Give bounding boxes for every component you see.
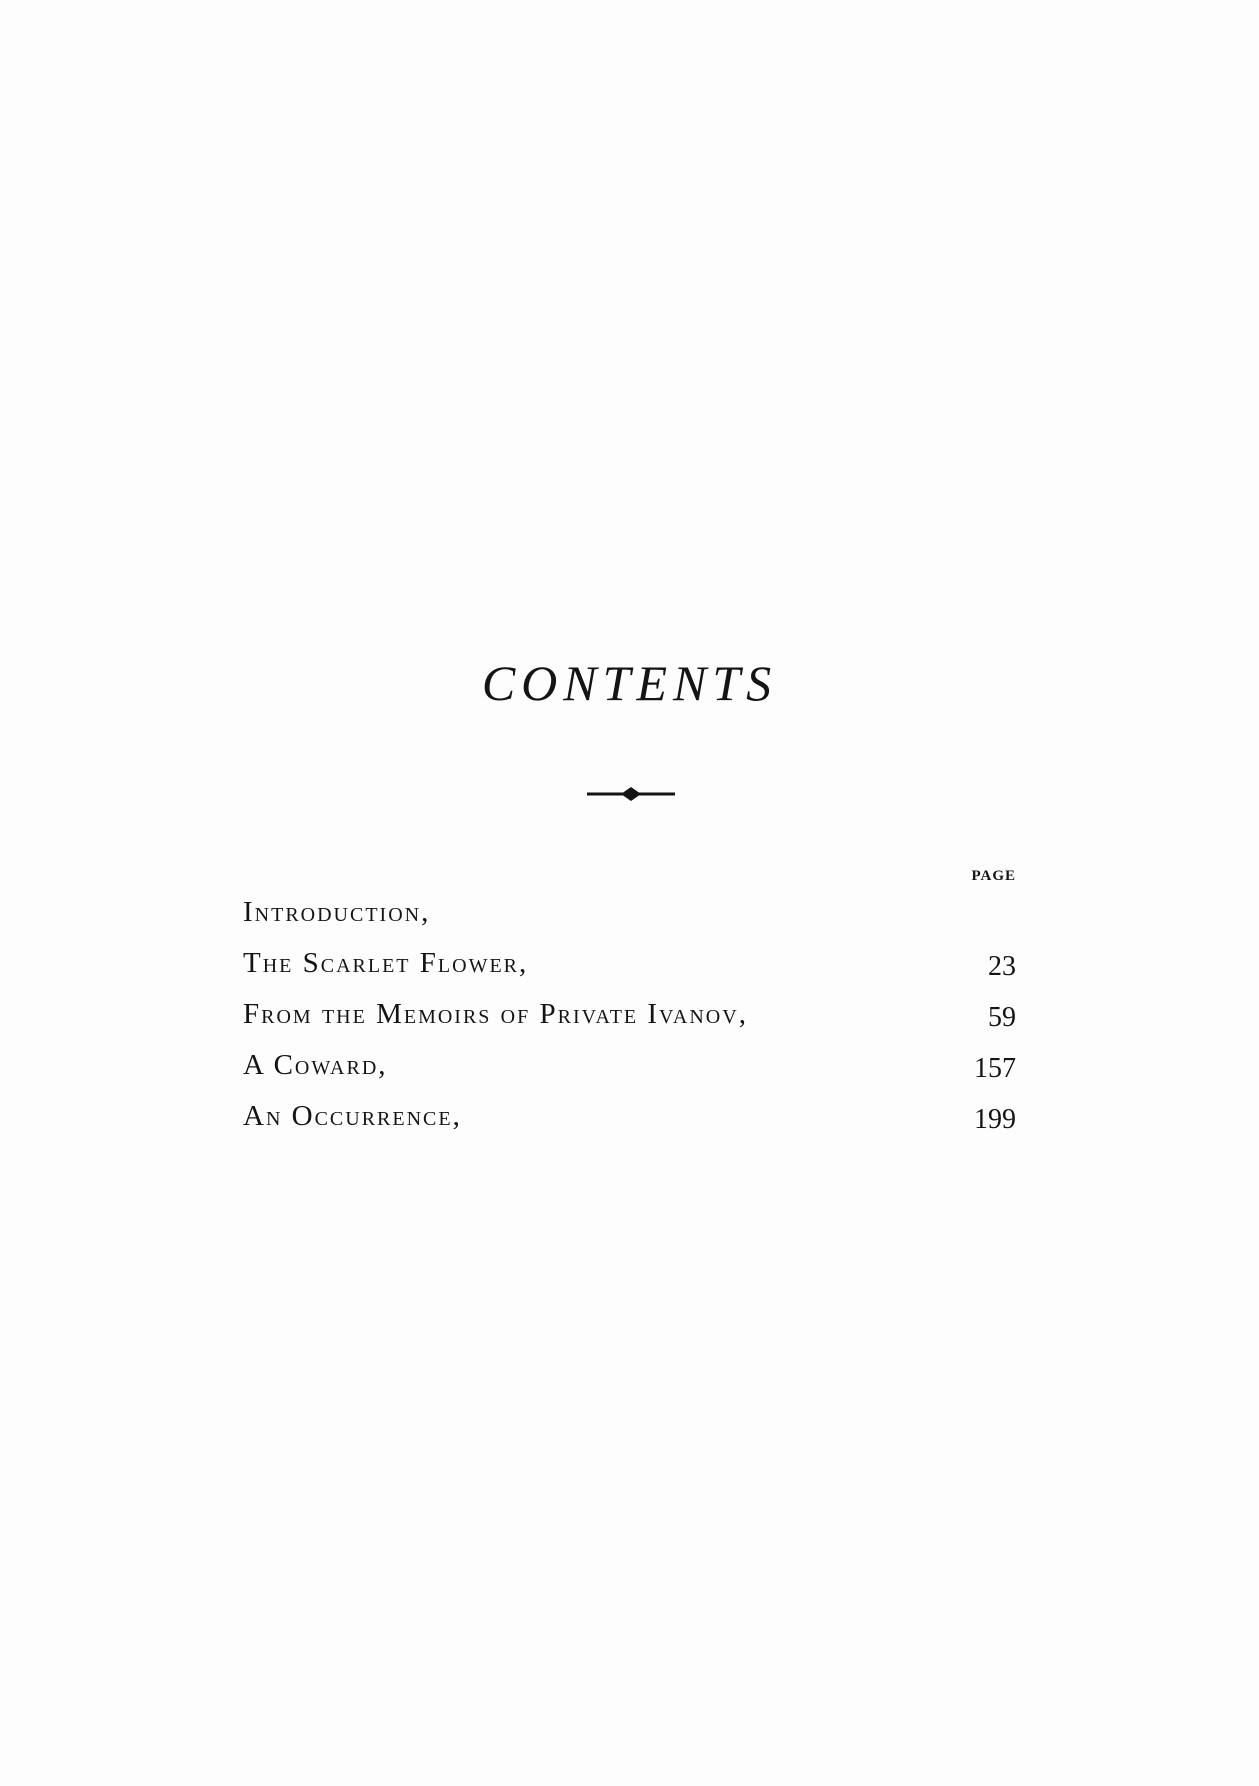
toc-entry-page: 199 (974, 1104, 1016, 1135)
toc-entry-title: Introduction, (243, 896, 431, 928)
toc-entry[interactable] (243, 884, 1016, 935)
toc-entry-page: 59 (988, 1002, 1016, 1033)
toc-entry-page: 23 (988, 951, 1016, 982)
toc-entry-title: An Occurrence, (243, 1100, 462, 1132)
contents-heading: CONTENTS (481, 655, 778, 711)
toc-entry[interactable] (243, 1037, 1016, 1088)
toc-entry[interactable] (243, 935, 1016, 986)
toc-entry-page: 157 (974, 1053, 1016, 1084)
dash-diamond-ornament-icon (587, 784, 675, 804)
table-of-contents (243, 884, 1016, 1139)
toc-entry[interactable] (243, 1088, 1016, 1139)
toc-entry-title: A Coward, (243, 1049, 388, 1081)
toc-entry-title: From the Memoirs of Private Ivanov, (243, 998, 748, 1030)
toc-entry-title: The Scarlet Flower, (243, 947, 529, 979)
toc-entry[interactable] (243, 986, 1016, 1037)
page-column-label: PAGE (971, 868, 1016, 884)
